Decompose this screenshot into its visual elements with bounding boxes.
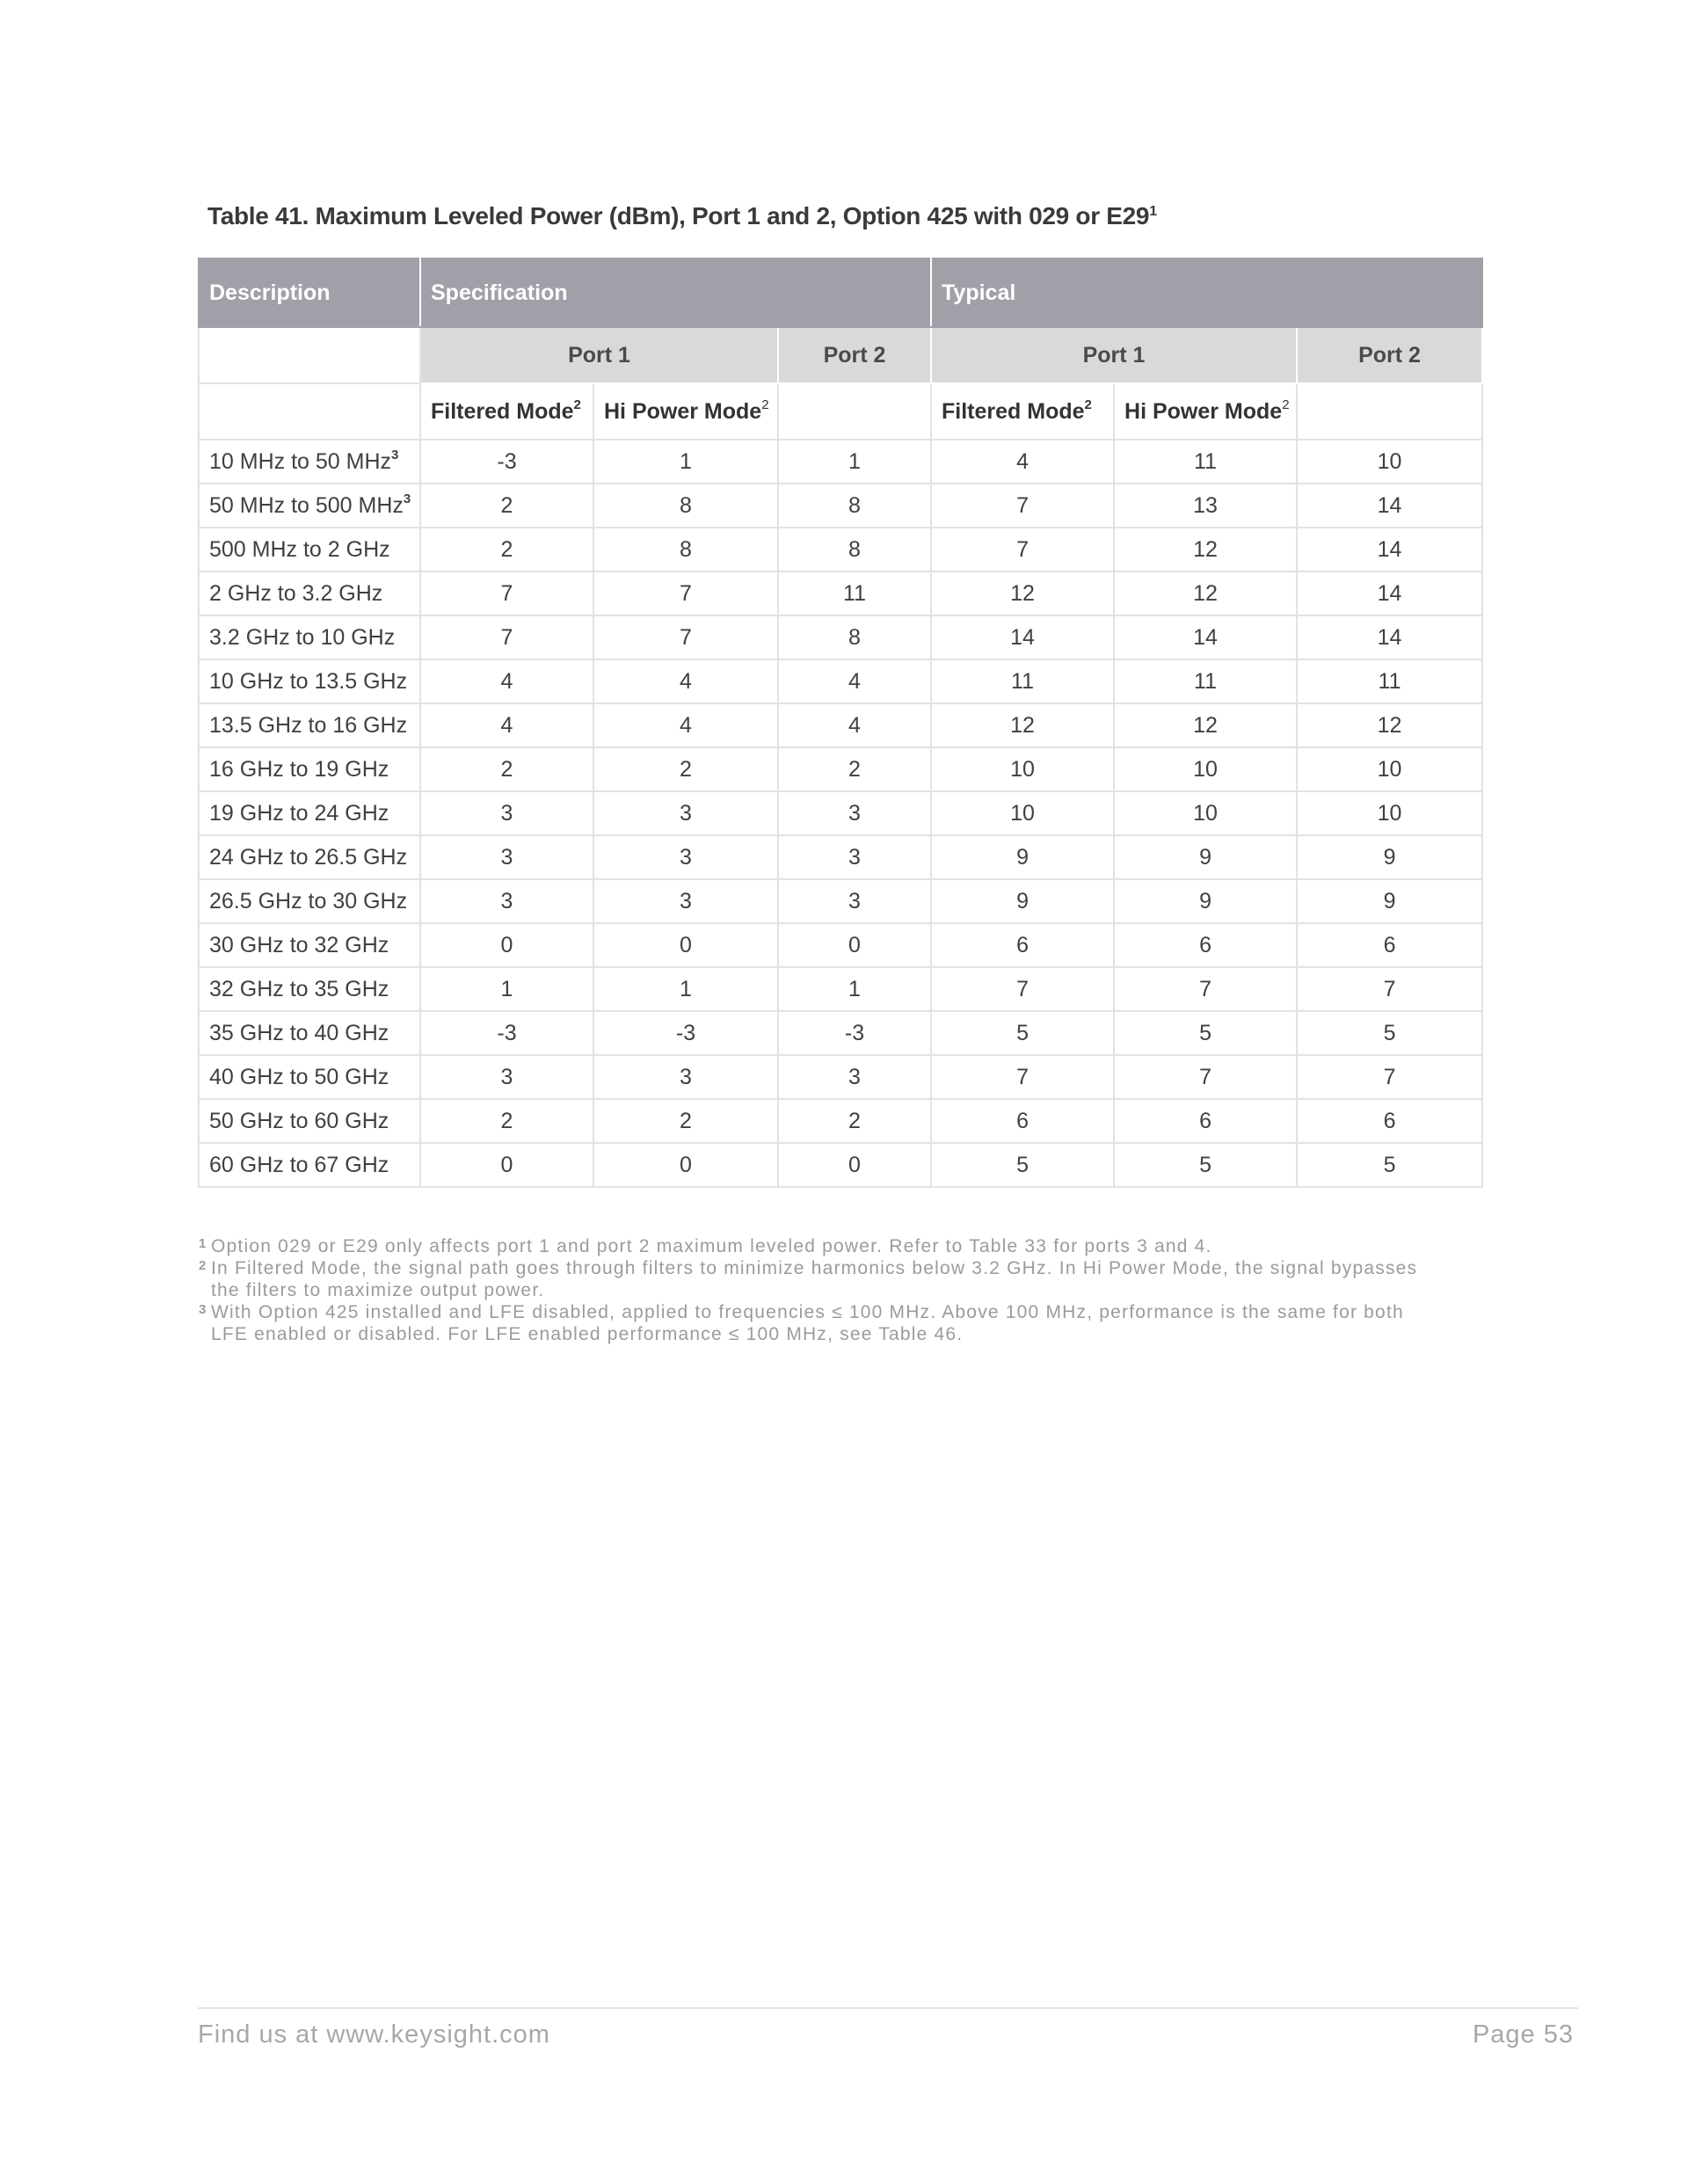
header-spec-filtered-mode [420, 383, 593, 440]
cell-spec-p1-hipower: 0 [593, 1143, 778, 1187]
footnote-mark: 1 [199, 1236, 207, 1251]
row-frequency-range [199, 747, 420, 791]
cell-spec-p2: 4 [778, 659, 931, 703]
cell-spec-p1-filtered: 2 [420, 1099, 593, 1143]
row-frequency-range [199, 440, 420, 484]
row-frequency-text: 40 GHz to 50 GHz [209, 1064, 389, 1089]
cell-typ-p2: 11 [1297, 659, 1482, 703]
cell-typ-p1-hipower: 10 [1114, 791, 1297, 835]
header-typical: Typical [931, 258, 1482, 327]
cell-spec-p1-filtered: 3 [420, 1055, 593, 1099]
header-spec-port1: Port 1 [420, 327, 778, 383]
cell-typ-p1-filtered: 7 [931, 1055, 1114, 1099]
cell-typ-p1-filtered: 9 [931, 835, 1114, 879]
table-row [199, 615, 1482, 659]
cell-spec-p1-filtered: 0 [420, 1143, 593, 1187]
row-frequency-range [199, 1055, 420, 1099]
header-typ-port1: Port 1 [931, 327, 1297, 383]
table-row [199, 659, 1482, 703]
row-frequency-text: 35 GHz to 40 GHz [209, 1020, 389, 1045]
cell-spec-p1-filtered: -3 [420, 440, 593, 484]
cell-typ-p2: 5 [1297, 1011, 1482, 1055]
header-blank-cell [778, 383, 931, 440]
table-row [199, 791, 1482, 835]
hi-power-mode-label: Hi Power Mode [1124, 398, 1283, 424]
cell-spec-p1-filtered: 2 [420, 528, 593, 571]
header-blank-cell [199, 383, 420, 440]
cell-typ-p1-hipower: 12 [1114, 528, 1297, 571]
row-frequency-range [199, 528, 420, 571]
row-frequency-text: 500 MHz to 2 GHz [209, 536, 390, 562]
header-specification: Specification [420, 258, 931, 327]
cell-typ-p1-hipower: 7 [1114, 967, 1297, 1011]
row-frequency-text: 10 MHz to 50 MHz [209, 448, 392, 474]
footnote-mark: 2 [199, 1258, 207, 1273]
row-frequency-range [199, 879, 420, 923]
cell-spec-p2: 3 [778, 791, 931, 835]
cell-spec-p2: 8 [778, 615, 931, 659]
cell-typ-p2: 9 [1297, 879, 1482, 923]
cell-spec-p1-filtered: 4 [420, 659, 593, 703]
cell-spec-p2: 0 [778, 1143, 931, 1187]
cell-spec-p2: 2 [778, 1099, 931, 1143]
footnote [199, 1257, 1430, 1301]
row-frequency-range [199, 1143, 420, 1187]
footnote [199, 1301, 1430, 1345]
cell-typ-p1-hipower: 6 [1114, 923, 1297, 967]
cell-spec-p1-hipower: 7 [593, 615, 778, 659]
header-typ-filtered-mode [931, 383, 1114, 440]
cell-typ-p2: 10 [1297, 791, 1482, 835]
row-frequency-range [199, 1011, 420, 1055]
row-frequency-text: 13.5 GHz to 16 GHz [209, 712, 408, 738]
row-frequency-range [199, 791, 420, 835]
cell-typ-p2: 6 [1297, 1099, 1482, 1143]
header-blank-cell [199, 327, 420, 383]
cell-spec-p1-filtered: 1 [420, 967, 593, 1011]
cell-spec-p1-filtered: 2 [420, 747, 593, 791]
cell-typ-p2: 14 [1297, 484, 1482, 528]
cell-spec-p1-hipower: 8 [593, 528, 778, 571]
table-row [199, 747, 1482, 791]
cell-spec-p1-hipower: -3 [593, 1011, 778, 1055]
cell-spec-p2: 11 [778, 571, 931, 615]
footnote [199, 1235, 1430, 1257]
footnote-mark: 3 [199, 1302, 207, 1317]
row-frequency-range [199, 967, 420, 1011]
row-frequency-text: 2 GHz to 3.2 GHz [209, 580, 383, 606]
cell-spec-p1-filtered: 4 [420, 703, 593, 747]
cell-spec-p1-hipower: 1 [593, 967, 778, 1011]
cell-spec-p1-hipower: 8 [593, 484, 778, 528]
row-frequency-text: 24 GHz to 26.5 GHz [209, 844, 408, 870]
cell-spec-p2: -3 [778, 1011, 931, 1055]
table-row [199, 835, 1482, 879]
table-title [207, 202, 1157, 230]
cell-spec-p1-filtered: 3 [420, 879, 593, 923]
cell-typ-p1-filtered: 14 [931, 615, 1114, 659]
cell-typ-p1-hipower: 10 [1114, 747, 1297, 791]
cell-typ-p1-hipower: 5 [1114, 1011, 1297, 1055]
cell-typ-p2: 5 [1297, 1143, 1482, 1187]
header-typ-port2: Port 2 [1297, 327, 1482, 383]
cell-spec-p1-hipower: 2 [593, 747, 778, 791]
row-frequency-text: 32 GHz to 35 GHz [209, 976, 389, 1001]
cell-typ-p1-hipower: 9 [1114, 835, 1297, 879]
cell-spec-p1-hipower: 2 [593, 1099, 778, 1143]
footnote-text: Option 029 or E29 only affects port 1 and port 2 maximum leveled power. Refer to Table 33 for ports 3 and 4. [211, 1236, 1212, 1256]
cell-typ-p2: 10 [1297, 747, 1482, 791]
cell-typ-p1-filtered: 11 [931, 659, 1114, 703]
cell-spec-p2: 2 [778, 747, 931, 791]
row-frequency-range [199, 703, 420, 747]
cell-spec-p1-hipower: 3 [593, 835, 778, 879]
table-row [199, 1143, 1482, 1187]
footnote-mark: 2 [761, 397, 769, 412]
row-frequency-text: 19 GHz to 24 GHz [209, 800, 389, 826]
footnote-mark: 2 [1282, 397, 1290, 412]
cell-spec-p1-hipower: 0 [593, 923, 778, 967]
footnote-text: In Filtered Mode, the signal path goes through filters to minimize harmonics below 3.2 GHz. In Hi Power Mode, the signal bypasses the filters to maximize output power. [211, 1258, 1418, 1300]
cell-typ-p1-filtered: 7 [931, 967, 1114, 1011]
cell-typ-p1-hipower: 6 [1114, 1099, 1297, 1143]
footnote-text: With Option 425 installed and LFE disabled, applied to frequencies ≤ 100 MHz. Above 100 MHz, performance is the same for both LFE enabled or disabled. For LFE enabled performance ≤ 100 MHz, see Table 46. [211, 1302, 1404, 1344]
row-frequency-text: 50 GHz to 60 GHz [209, 1108, 389, 1133]
footnote-mark: 3 [391, 447, 399, 462]
table-row [199, 879, 1482, 923]
footer-page-number: Page 53 [1472, 2020, 1574, 2049]
cell-typ-p1-filtered: 5 [931, 1011, 1114, 1055]
table-row [199, 923, 1482, 967]
cell-typ-p1-hipower: 14 [1114, 615, 1297, 659]
cell-typ-p1-hipower: 5 [1114, 1143, 1297, 1187]
cell-typ-p1-filtered: 5 [931, 1143, 1114, 1187]
row-frequency-text: 30 GHz to 32 GHz [209, 932, 389, 957]
cell-spec-p2: 3 [778, 835, 931, 879]
cell-typ-p1-hipower: 7 [1114, 1055, 1297, 1099]
header-row-ports [199, 327, 1482, 383]
cell-spec-p1-filtered: -3 [420, 1011, 593, 1055]
cell-typ-p1-filtered: 10 [931, 747, 1114, 791]
header-typ-hi-power-mode [1114, 383, 1297, 440]
row-frequency-text: 3.2 GHz to 10 GHz [209, 624, 396, 650]
header-description: Description [199, 258, 420, 327]
table-row [199, 1099, 1482, 1143]
cell-typ-p1-filtered: 4 [931, 440, 1114, 484]
table-row [199, 440, 1482, 484]
cell-typ-p1-hipower: 11 [1114, 659, 1297, 703]
cell-typ-p2: 14 [1297, 528, 1482, 571]
cell-spec-p1-filtered: 7 [420, 571, 593, 615]
filtered-mode-label: Filtered Mode [431, 398, 574, 424]
cell-spec-p2: 1 [778, 967, 931, 1011]
footnote-mark: 3 [403, 491, 411, 506]
cell-spec-p1-filtered: 0 [420, 923, 593, 967]
cell-typ-p2: 14 [1297, 615, 1482, 659]
row-frequency-text: 60 GHz to 67 GHz [209, 1152, 389, 1177]
row-frequency-range [199, 484, 420, 528]
cell-spec-p1-hipower: 7 [593, 571, 778, 615]
header-spec-hi-power-mode [593, 383, 778, 440]
cell-typ-p2: 12 [1297, 703, 1482, 747]
cell-typ-p1-hipower: 9 [1114, 879, 1297, 923]
cell-spec-p1-hipower: 3 [593, 791, 778, 835]
footer-website: Find us at www.keysight.com [198, 2020, 550, 2049]
cell-typ-p2: 7 [1297, 967, 1482, 1011]
footer-divider [198, 2007, 1578, 2009]
header-spec-port2: Port 2 [778, 327, 931, 383]
table-row [199, 703, 1482, 747]
table-row [199, 571, 1482, 615]
cell-spec-p2: 1 [778, 440, 931, 484]
cell-spec-p2: 3 [778, 1055, 931, 1099]
row-frequency-text: 10 GHz to 13.5 GHz [209, 668, 408, 694]
footnote-mark: 2 [1084, 397, 1092, 412]
cell-typ-p2: 10 [1297, 440, 1482, 484]
cell-spec-p2: 8 [778, 484, 931, 528]
cell-typ-p1-filtered: 6 [931, 923, 1114, 967]
header-blank-cell [1297, 383, 1482, 440]
row-frequency-text: 50 MHz to 500 MHz [209, 492, 404, 518]
cell-typ-p2: 9 [1297, 835, 1482, 879]
cell-typ-p1-filtered: 6 [931, 1099, 1114, 1143]
cell-typ-p1-filtered: 10 [931, 791, 1114, 835]
cell-typ-p1-filtered: 7 [931, 528, 1114, 571]
table-title-footnote-mark: 1 [1149, 204, 1157, 219]
cell-typ-p1-filtered: 12 [931, 703, 1114, 747]
cell-spec-p2: 0 [778, 923, 931, 967]
cell-spec-p1-filtered: 3 [420, 835, 593, 879]
header-row-main [199, 258, 1482, 327]
cell-spec-p1-hipower: 4 [593, 659, 778, 703]
cell-typ-p1-hipower: 12 [1114, 571, 1297, 615]
footnotes [199, 1235, 1430, 1345]
cell-spec-p2: 8 [778, 528, 931, 571]
cell-spec-p1-filtered: 2 [420, 484, 593, 528]
hi-power-mode-label: Hi Power Mode [604, 398, 762, 424]
header-row-modes [199, 383, 1482, 440]
row-frequency-text: 16 GHz to 19 GHz [209, 756, 389, 782]
table-body [199, 440, 1482, 1187]
cell-typ-p2: 6 [1297, 923, 1482, 967]
row-frequency-range [199, 659, 420, 703]
cell-spec-p1-hipower: 3 [593, 879, 778, 923]
max-leveled-power-table [198, 258, 1483, 1188]
row-frequency-text: 26.5 GHz to 30 GHz [209, 888, 408, 914]
row-frequency-range [199, 835, 420, 879]
table-row [199, 528, 1482, 571]
cell-typ-p2: 7 [1297, 1055, 1482, 1099]
cell-spec-p1-hipower: 1 [593, 440, 778, 484]
cell-typ-p1-hipower: 12 [1114, 703, 1297, 747]
filtered-mode-label: Filtered Mode [942, 398, 1085, 424]
table-title-text: Table 41. Maximum Leveled Power (dBm), Port 1 and 2, Option 425 with 029 or E29 [207, 202, 1150, 229]
cell-typ-p1-filtered: 7 [931, 484, 1114, 528]
footnote-mark: 2 [573, 397, 581, 412]
table-row [199, 484, 1482, 528]
row-frequency-range [199, 571, 420, 615]
row-frequency-range [199, 1099, 420, 1143]
table-row [199, 1011, 1482, 1055]
row-frequency-range [199, 615, 420, 659]
cell-typ-p1-filtered: 9 [931, 879, 1114, 923]
cell-spec-p2: 3 [778, 879, 931, 923]
row-frequency-range [199, 923, 420, 967]
cell-typ-p1-filtered: 12 [931, 571, 1114, 615]
cell-spec-p1-hipower: 3 [593, 1055, 778, 1099]
cell-spec-p1-hipower: 4 [593, 703, 778, 747]
table-row [199, 967, 1482, 1011]
cell-typ-p1-hipower: 13 [1114, 484, 1297, 528]
cell-spec-p2: 4 [778, 703, 931, 747]
cell-spec-p1-filtered: 3 [420, 791, 593, 835]
table-row [199, 1055, 1482, 1099]
cell-spec-p1-filtered: 7 [420, 615, 593, 659]
cell-typ-p1-hipower: 11 [1114, 440, 1297, 484]
cell-typ-p2: 14 [1297, 571, 1482, 615]
